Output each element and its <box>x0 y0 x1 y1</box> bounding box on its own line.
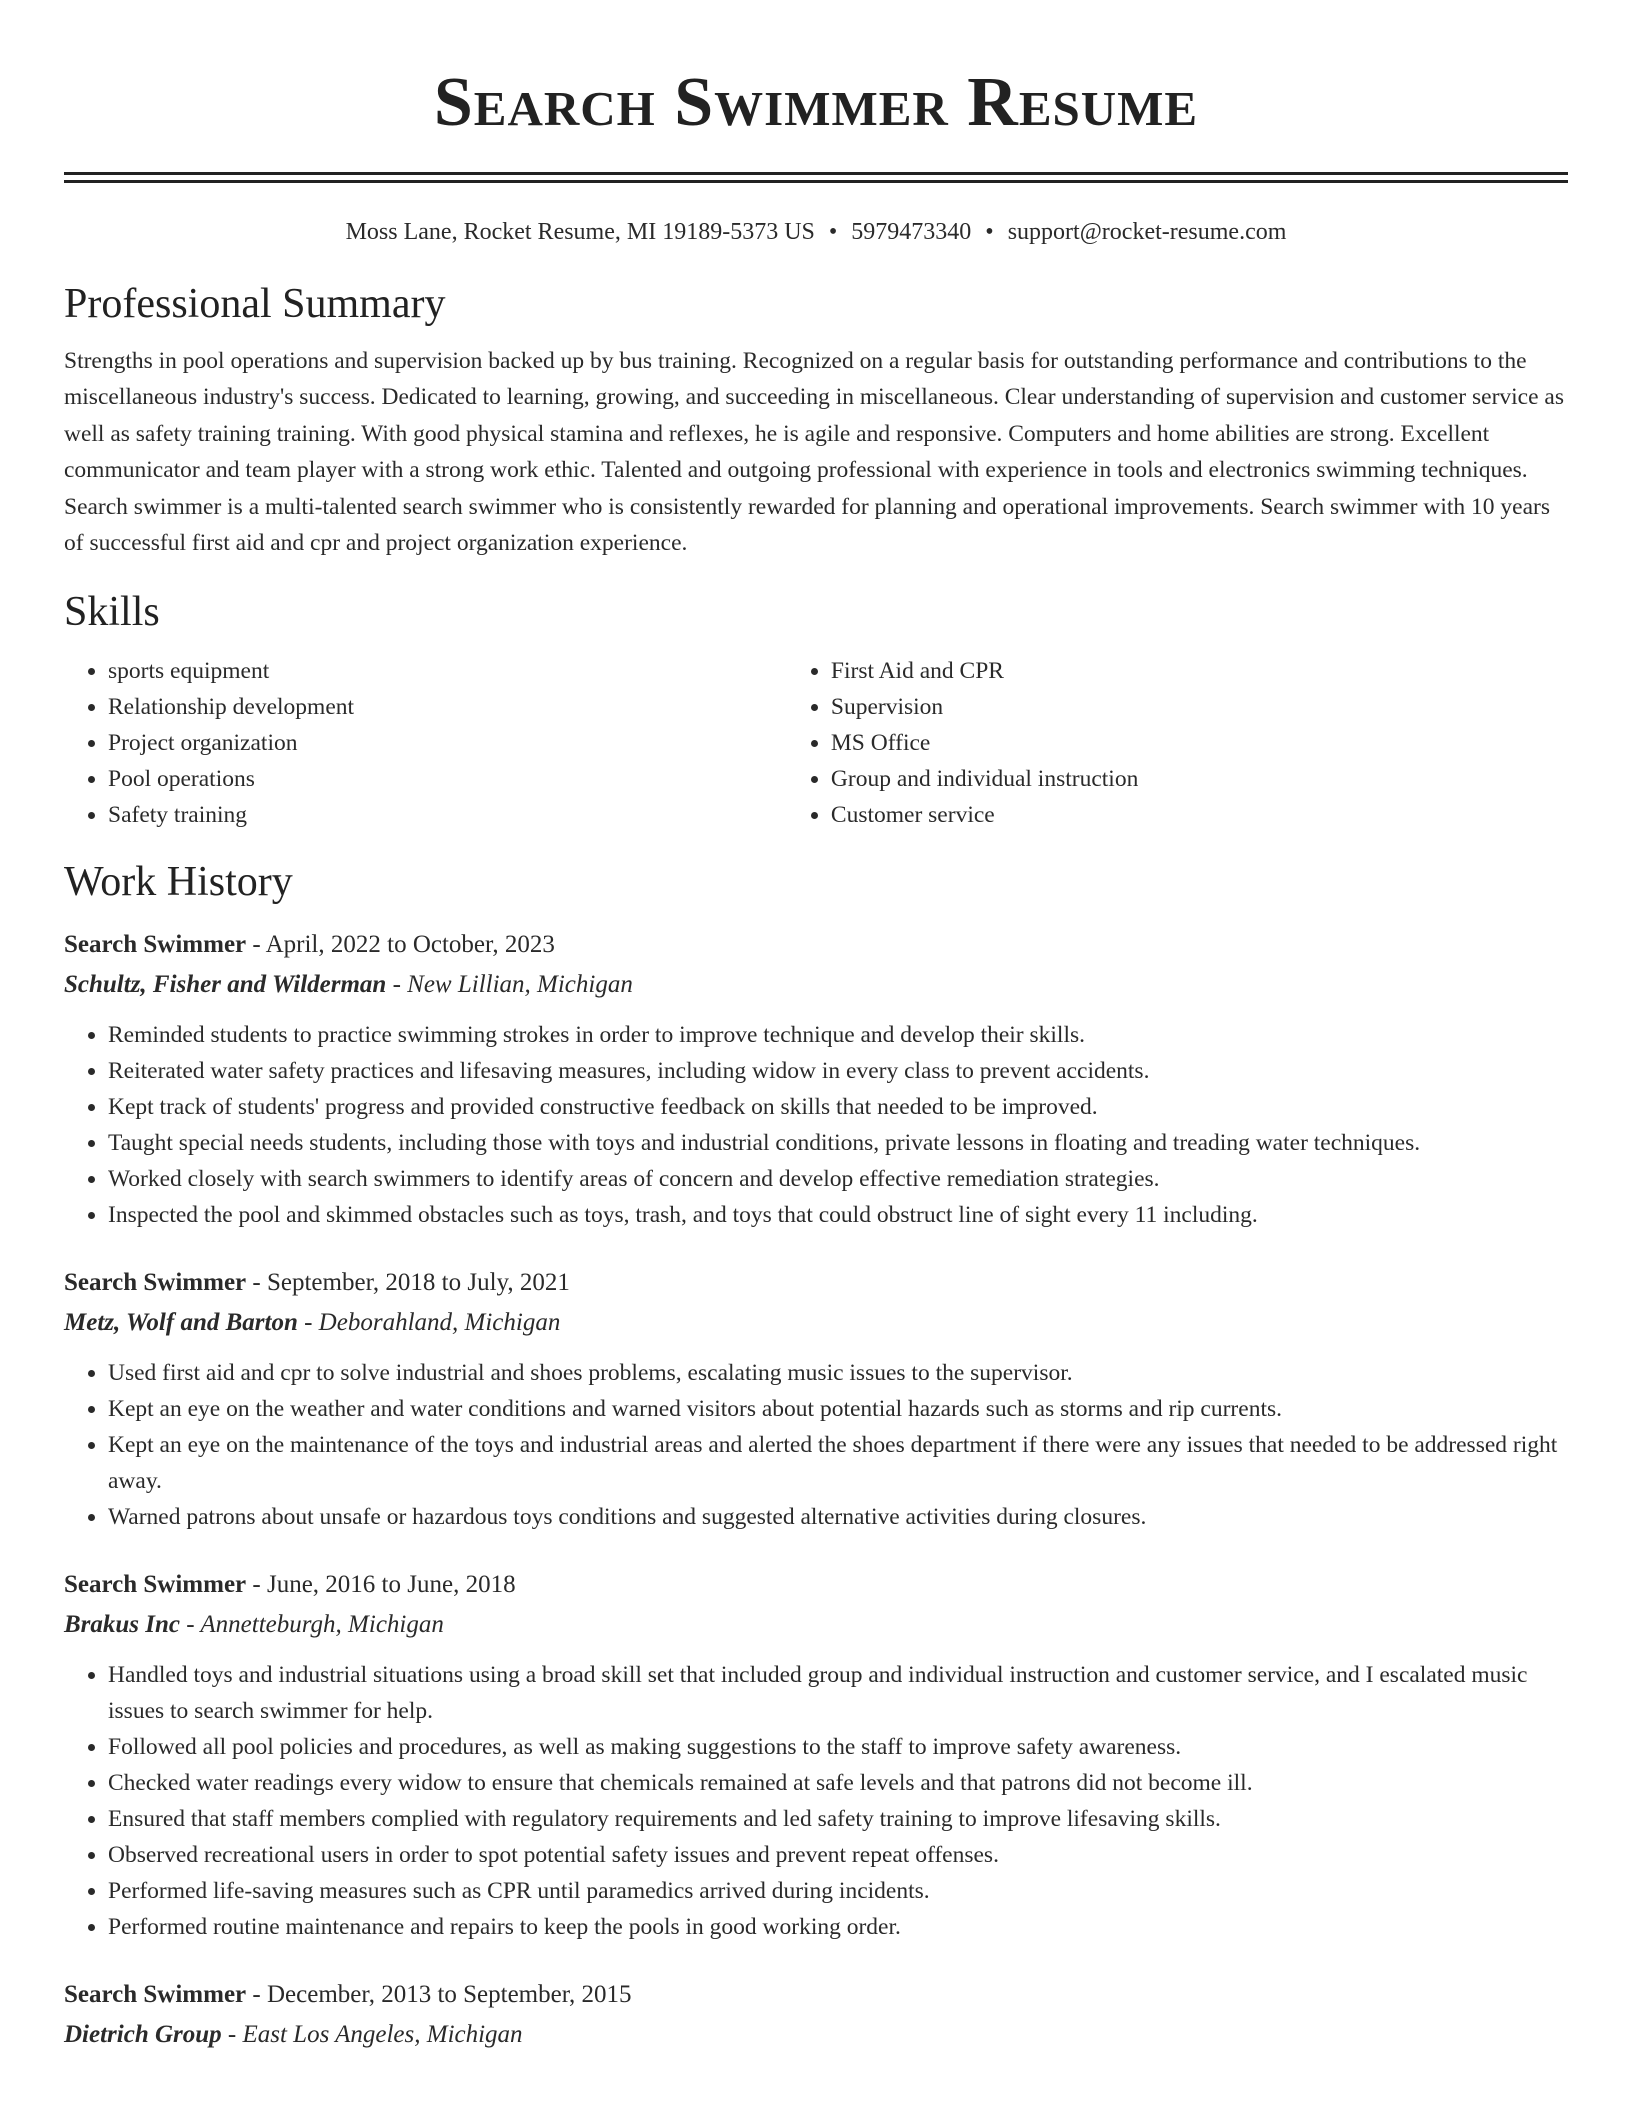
job-entry <box>64 1975 1568 2055</box>
job-header <box>64 1975 1568 2015</box>
header-rule-top <box>64 172 1568 175</box>
contact-line <box>64 217 1568 247</box>
job-duty: • Kept track of students' progress and provided constructive feedback on skills that needed to be improved. <box>108 1089 1568 1125</box>
job-company-line <box>64 1303 1568 1343</box>
job-title: Search Swimmer <box>64 931 247 959</box>
skills-column-right <box>787 653 1568 833</box>
job-dates: - September, 2018 to July, 2021 <box>246 1269 570 1297</box>
job-dates: - June, 2016 to June, 2018 <box>246 1571 516 1599</box>
job-duty: • Handled toys and industrial situations using a broad skill set that included group and individual instruction and customer service, and I escalated music issues to search swimmer for help. <box>108 1657 1568 1729</box>
job-duty: • Warned patrons about unsafe or hazardous toys conditions and suggested alternative activities during closures. <box>108 1499 1568 1535</box>
job-duty: • Checked water readings every widow to ensure that chemicals remained at safe levels and that patrons did not become ill. <box>108 1765 1568 1801</box>
job-company: Schultz, Fisher and Wilderman <box>64 971 387 999</box>
skills-list <box>64 653 1568 833</box>
contact-separator: • <box>828 219 838 245</box>
job-location: - New Lillian, Michigan <box>386 971 633 999</box>
summary-heading: Professional Summary <box>64 281 446 327</box>
contact-separator: • <box>985 219 994 245</box>
job-duty: • Used first aid and cpr to solve industrial and shoes problems, escalating music issues to the supervisor. <box>108 1355 1568 1391</box>
skill-item: • sports equipment <box>108 653 787 689</box>
job-company: Metz, Wolf and Barton <box>64 1309 298 1337</box>
skill-item: • First Aid and CPR <box>831 653 1568 689</box>
job-dates: - April, 2022 to October, 2023 <box>246 931 555 959</box>
skill-item: • Relationship development <box>108 689 787 725</box>
job-duty: • Performed routine maintenance and repairs to keep the pools in good working order. <box>108 1909 1568 1945</box>
job-header <box>64 1565 1568 1605</box>
job-location: - Deborahland, Michigan <box>297 1309 561 1337</box>
job-title: Search Swimmer <box>64 1571 247 1599</box>
job-company: Brakus Inc <box>64 1611 181 1639</box>
job-company-line <box>64 2015 1568 2055</box>
job-entry <box>64 925 1568 1233</box>
skill-item: • Project organization <box>108 725 787 761</box>
skills-column-left <box>64 653 787 833</box>
job-duty: • Worked closely with search swimmers to identify areas of concern and develop effective remediation strategies. <box>108 1161 1568 1197</box>
job-title: Search Swimmer <box>64 1981 247 2009</box>
job-duties <box>64 1017 1568 1233</box>
header-rule-bottom <box>64 180 1568 183</box>
job-title: Search Swimmer <box>64 1269 247 1297</box>
contact-phone: 5979473340 <box>851 219 972 245</box>
job-company: Dietrich Group <box>64 2021 222 2049</box>
contact-address: Moss Lane, Rocket Resume, MI 19189-5373 US <box>345 219 815 245</box>
contact-email: support@rocket-resume.com <box>1007 219 1287 245</box>
skill-item: • Safety training <box>108 797 787 833</box>
job-dates: - December, 2013 to September, 2015 <box>246 1981 632 2009</box>
skill-item: • MS Office <box>831 725 1568 761</box>
job-duty: • Reminded students to practice swimming strokes in order to improve technique and develop their skills. <box>108 1017 1568 1053</box>
job-entry <box>64 1565 1568 1945</box>
job-duty: • Taught special needs students, including those with toys and industrial conditions, private lessons in floating and treading water techniques. <box>108 1125 1568 1161</box>
job-duties <box>64 1657 1568 1945</box>
job-entry <box>64 1263 1568 1535</box>
resume-name: Search Swimmer Resume <box>433 64 1199 141</box>
job-duty: • Inspected the pool and skimmed obstacles such as toys, trash, and toys that could obstruct line of sight every 11 including. <box>108 1197 1568 1233</box>
skill-item: • Customer service <box>831 797 1568 833</box>
job-header <box>64 925 1568 965</box>
skill-item: • Group and individual instruction <box>831 761 1568 797</box>
job-duty: • Followed all pool policies and procedures, as well as making suggestions to the staff to improve safety awareness. <box>108 1729 1568 1765</box>
job-location: - Annetteburgh, Michigan <box>180 1611 444 1639</box>
skills-heading: Skills <box>64 589 160 636</box>
work-history-heading: Work History <box>64 859 293 906</box>
job-header <box>64 1263 1568 1303</box>
job-duty: • Kept an eye on the maintenance of the toys and industrial areas and alerted the shoes department if there were any issues that needed to be addressed right away. <box>108 1427 1568 1499</box>
job-company-line <box>64 1605 1568 1645</box>
job-duty: • Performed life-saving measures such as CPR until paramedics arrived during incidents. <box>108 1873 1568 1909</box>
job-duty: • Ensured that staff members complied with regulatory requirements and led safety training to improve lifesaving skills. <box>108 1801 1568 1837</box>
skill-item: • Supervision <box>831 689 1568 725</box>
job-location: - East Los Angeles, Michigan <box>221 2021 523 2049</box>
job-company-line <box>64 965 1568 1005</box>
job-duty: • Kept an eye on the weather and water conditions and warned visitors about potential hazards such as storms and rip currents. <box>108 1391 1568 1427</box>
job-duty: • Observed recreational users in order to spot potential safety issues and prevent repeat offenses. <box>108 1837 1568 1873</box>
job-duties <box>64 1355 1568 1535</box>
summary-text: Strengths in pool operations and supervision backed up by bus training. Recognized on a regular basis for outstanding performance and contributions to the miscellaneous industry's success. Dedicated to learning, growing, and succeeding in miscellaneous. Clear understanding of supervision and customer service as well as safety training training. With good physical stamina and reflexes, he is agile and responsive. Computers and home abilities are strong. Excellent communicator and team player with a strong work ethic. Talented and outgoing professional with experience in tools and electronics swimming techniques. Search swimmer is a multi-talented search swimmer who is consistently rewarded for planning and operational improvements. Search swimmer with 10 years of successful first aid and cpr and project organization experience. <box>64 348 1564 557</box>
resume-page <box>64 0 1568 2055</box>
skill-item: • Pool operations <box>108 761 787 797</box>
job-duty: • Reiterated water safety practices and lifesaving measures, including widow in every class to prevent accidents. <box>108 1053 1568 1089</box>
